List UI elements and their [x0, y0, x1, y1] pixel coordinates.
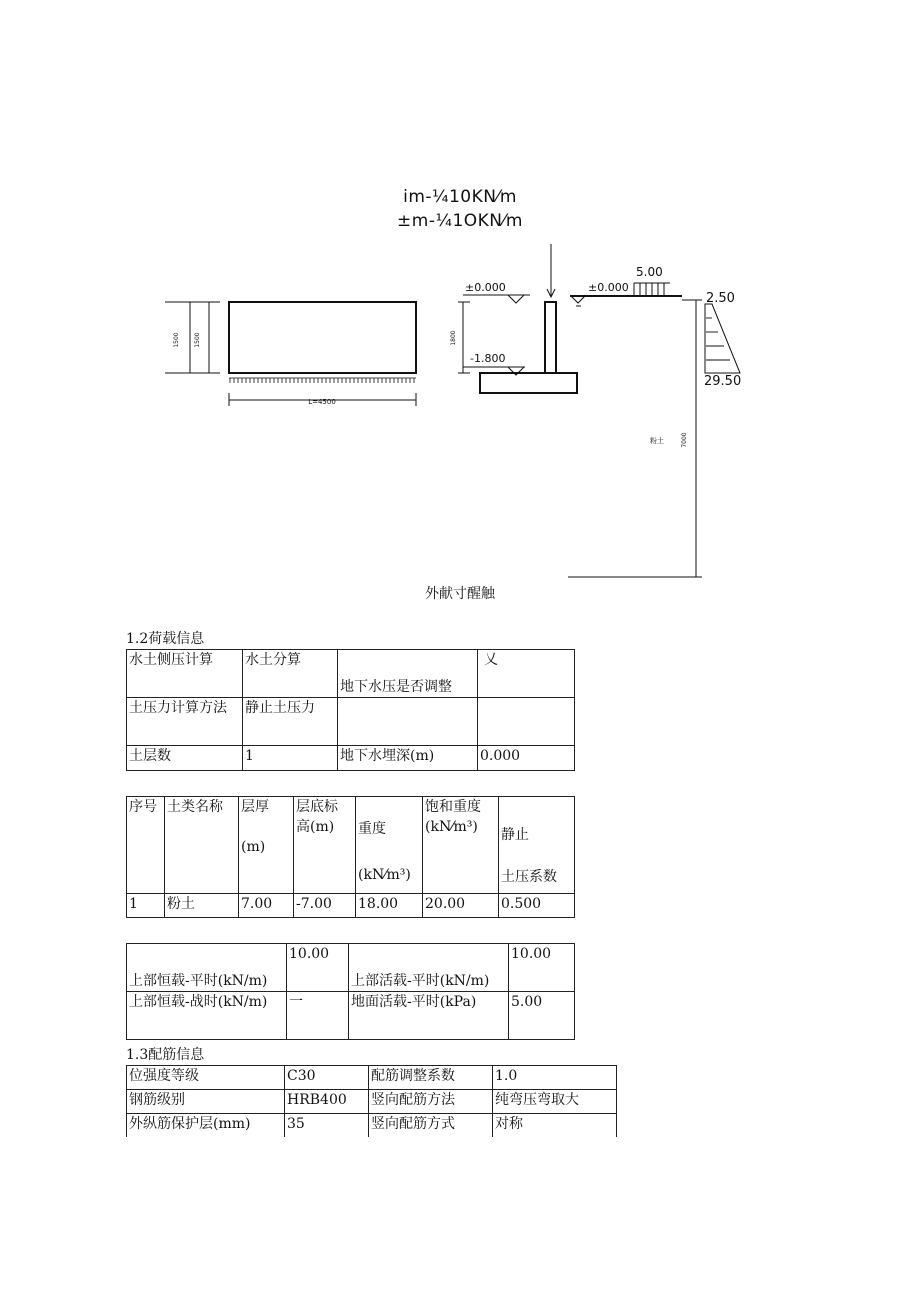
table-row [127, 894, 575, 918]
table-cell: HRB400 [285, 1090, 369, 1114]
plan-height-label-2: 1500 [194, 332, 201, 348]
header-cell-bottom-elev: 层底标 高(m) [294, 797, 356, 894]
table-cell [338, 698, 478, 746]
table-cell: -7.00 [294, 894, 356, 918]
soil-label: 粉土 [650, 437, 664, 445]
plan-outline [229, 302, 416, 373]
section-heading-rebar-info: 1.3配筋信息 [126, 1047, 205, 1063]
table-cell: 1.0 [493, 1066, 617, 1090]
table-cell: 土层数 [127, 746, 243, 771]
table-cell: 7.00 [239, 894, 294, 918]
plan-height-label-1: 1500 [173, 332, 180, 348]
plan-width-label: L=4500 [308, 398, 336, 406]
table-row [127, 1114, 617, 1138]
table-cell: 外纵筋保护层(mm) [127, 1114, 285, 1138]
table-row [127, 698, 575, 746]
table-cell: 35 [285, 1114, 369, 1138]
header-cell-thickness: 层厚 (m) [239, 797, 294, 894]
header-cell-coef: 静止 土压系数 [499, 797, 575, 894]
figure-title-line-1: im-¼10KN⁄m [403, 187, 517, 207]
surface-load-label: 5.00 [636, 265, 663, 279]
figure-caption: 外献寸醒触 [425, 586, 495, 602]
table-row [127, 1066, 617, 1090]
table-cell: 地下水压是否调整 [338, 650, 478, 698]
table-cell: 一 [287, 992, 349, 1040]
table-row [127, 1090, 617, 1114]
surface-load-arrows [634, 283, 670, 296]
table-row [127, 944, 575, 992]
table-row [127, 746, 575, 771]
table-header-row [127, 797, 575, 894]
table-cell: 10.00 [287, 944, 349, 992]
pressure-bottom-label: 29.50 [704, 374, 742, 389]
table-cell: 地面活载-平时(kPa) [349, 992, 509, 1040]
table-cell: 土压力计算方法 [127, 698, 243, 746]
table-cell: 10.00 [509, 944, 575, 992]
table-cell: 0.000 [478, 746, 575, 771]
table-cell: 静止土压力 [243, 698, 338, 746]
header-cell-unit-weight: 重度 (kN⁄m³) [356, 797, 423, 894]
table-cell: 乂 [478, 650, 575, 698]
table-cell: 上部活载-平时(kN/m) [349, 944, 509, 992]
table-cell: 配筋调整系数 [369, 1066, 493, 1090]
table-cell: 5.00 [509, 992, 575, 1040]
table-cell: 纯弯压弯取大 [493, 1090, 617, 1114]
wall-section-drawing [0, 0, 920, 600]
table-cell: 18.00 [356, 894, 423, 918]
elevation-mark-top-left [508, 295, 524, 303]
elev-bottom-label: -1.800 [470, 352, 506, 365]
table-cell: 竖向配筋方式 [369, 1114, 493, 1138]
table-cell: 水土侧压计算 [127, 650, 243, 698]
rebar-info-table [126, 1065, 617, 1137]
depth-label: 7000 [681, 432, 688, 448]
table-cell: 20.00 [423, 894, 499, 918]
table-cell: 0.500 [499, 894, 575, 918]
base-slab [480, 373, 577, 393]
header-cell-no: 序号 [127, 797, 165, 894]
header-cell-name: 土类名称 [165, 797, 239, 894]
table-cell: 水土分算 [243, 650, 338, 698]
table-row [127, 650, 575, 698]
elevation-mark-top-right [571, 296, 585, 303]
table-cell: 地下水埋深(m) [338, 746, 478, 771]
pressure-top-label: 2.50 [706, 291, 735, 306]
header-cell-sat-weight: 饱和重度 (kN⁄m³) [423, 797, 499, 894]
elev-top-left-label: ±0.000 [465, 281, 506, 294]
soil-layer-table [126, 796, 575, 918]
wall-height-label: 1800 [450, 330, 457, 346]
section-heading-load-info: 1.2荷载信息 [126, 631, 205, 647]
table-cell: 1 [127, 894, 165, 918]
table-cell: 1 [243, 746, 338, 771]
table-row [127, 992, 575, 1040]
table-cell: 上部恒载-战时(kN/m) [127, 992, 287, 1040]
table-cell: 位强度等级 [127, 1066, 285, 1090]
table-cell: 钢筋级别 [127, 1090, 285, 1114]
table-cell: 粉土 [165, 894, 239, 918]
table-cell: 竖向配筋方法 [369, 1090, 493, 1114]
table-cell: C30 [285, 1066, 369, 1090]
elev-top-right-label: ±0.000 [588, 281, 629, 294]
table-cell: 对称 [493, 1114, 617, 1138]
table-cell [478, 698, 575, 746]
load-info-table [126, 649, 575, 771]
earth-pressure-diagram [705, 304, 740, 373]
upper-loads-table [126, 943, 575, 1040]
table-cell: 上部恒载-平时(kN/m) [127, 944, 287, 992]
figure-title-line-2: ±m-¼1OKN⁄m [397, 211, 523, 231]
wall-stem [545, 302, 556, 373]
